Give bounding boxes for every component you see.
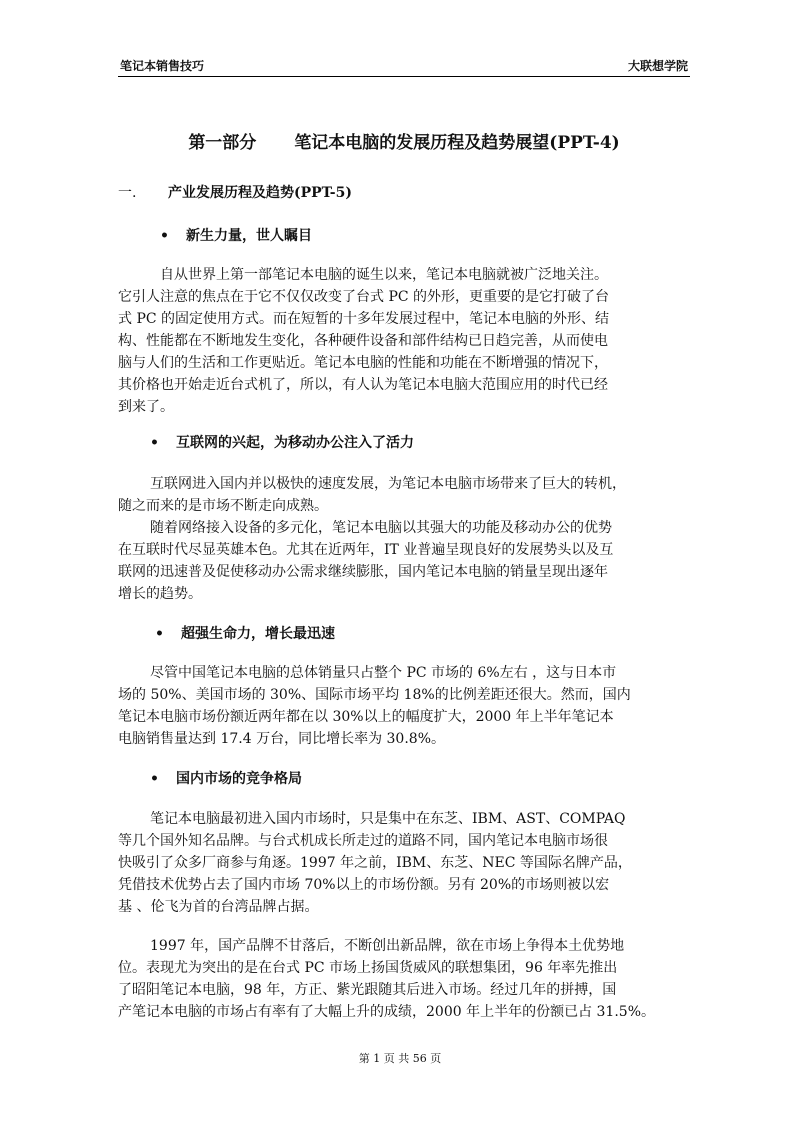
paragraph-line: 场的 50%、美国市场的 30%、国际市场平均 18%的比例差距还很大。然而，国内 <box>118 687 631 703</box>
paragraph-line: 其价格也开始走近台式机了，所以，有人认为笔记本电脑大范围应用的时代已经 <box>118 377 608 393</box>
bullet-icon: • <box>150 771 159 787</box>
section-heading <box>118 182 352 202</box>
paragraph-3 <box>118 517 690 605</box>
bullet-heading-text: 互联网的兴起，为移动办公注入了活力 <box>176 435 414 451</box>
paragraph-line: 到来了。 <box>118 399 174 415</box>
bullet-heading-text: 新生力量，世人瞩目 <box>186 228 312 244</box>
section-number: 一. <box>118 185 137 201</box>
paragraph-line: 增长的趋势。 <box>118 586 202 602</box>
paragraph-line: 尽管中国笔记本电脑的总体销量只占整个 PC 市场的 6%左右 ，这与日本市 <box>150 665 617 681</box>
paragraph-line: 电脑销售量达到 17.4 万台，同比增长率为 30.8%。 <box>118 731 445 747</box>
paragraph-line: 位。表现尤为突出的是在台式 PC 市场上扬国货威风的联想集团，96 年率先推出 <box>118 960 618 976</box>
paragraph-line: 自从世界上第一部笔记本电脑的诞生以来，笔记本电脑就被广泛地关注。 <box>160 267 608 283</box>
paragraph-line: 凭借技术优势占去了国内市场 70%以上的市场份额。另有 20%的市场则被以宏 <box>118 877 610 893</box>
paragraph-line: 联网的迅速普及促使移动办公需求继续膨胀，国内笔记本电脑的销量呈现出逐年 <box>118 564 608 580</box>
paragraph-line: 脑与人们的生活和工作更贴近。笔记本电脑的性能和功能在不断增强的情况下， <box>118 355 608 371</box>
bullet-icon: • <box>155 626 164 642</box>
paragraph-1 <box>118 264 690 418</box>
paragraph-line: 构、性能都在不断地发生变化，各种硬件设备和部件结构已日趋完善，从而使电 <box>118 333 608 349</box>
bullet-heading-text: 超强生命力，增长最迅速 <box>181 626 335 642</box>
chapter-title <box>118 128 690 153</box>
bullet-heading-text: 国内市场的竞争格局 <box>176 771 302 787</box>
paragraph-6 <box>118 935 690 1023</box>
paragraph-line: 随着网络接入设备的多元化，笔记本电脑以其强大的功能及移动办公的优势 <box>150 520 612 536</box>
paragraph-line: 在互联时代尽显英雄本色。尤其在近两年，IT 业普遍呈现良好的发展势头以及互 <box>118 542 614 558</box>
page-header <box>118 54 690 77</box>
paragraph-line: 式 PC 的固定使用方式。而在短暂的十多年发展过程中，笔记本电脑的外形、结 <box>118 311 610 327</box>
paragraph-line: 等几个国外知名品牌。与台式机成长所走过的道路不同，国内笔记本电脑市场很 <box>118 833 608 849</box>
paragraph-4 <box>118 662 690 750</box>
header-institution: 大联想学院 <box>627 59 688 73</box>
bullet-heading-2 <box>150 432 414 452</box>
chapter-title-text: 笔记本电脑的发展历程及趋势展望(PPT-4) <box>294 133 620 153</box>
section-title: 产业发展历程及趋势(PPT-5) <box>168 185 352 201</box>
paragraph-line: 互联网进入国内并以极快的速度发展，为笔记本电脑市场带来了巨大的转机， <box>150 476 626 492</box>
paragraph-line: 了昭阳笔记本电脑，98 年，方正、紫光跟随其后进入市场。经过几年的拼搏，国 <box>118 982 617 998</box>
bullet-heading-1 <box>160 225 312 245</box>
paragraph-line: 基 、伦飞为首的台湾品牌占据。 <box>118 899 319 915</box>
bullet-icon: • <box>160 228 169 244</box>
paragraph-line: 产笔记本电脑的市场占有率有了大幅上升的成绩，2000 年上半年的份额已占 31.5%。 <box>118 1004 656 1020</box>
paragraph-line: 1997 年，国产品牌不甘落后，不断创出新品牌，欲在市场上争得本土优势地 <box>150 938 625 954</box>
header-course-title: 笔记本销售技巧 <box>120 59 205 73</box>
bullet-heading-3 <box>155 623 335 643</box>
paragraph-2 <box>118 473 690 517</box>
bullet-heading-4 <box>150 768 302 788</box>
paragraph-5 <box>118 808 690 918</box>
paragraph-line: 它引人注意的焦点在于它不仅仅改变了台式 PC 的外形，更重要的是它打破了台 <box>118 289 610 305</box>
paragraph-line: 快吸引了众多厂商参与角逐。1997 年之前，IBM、东芝、NEC 等国际名牌产品， <box>118 855 632 871</box>
page-number-footer: 第 1 页 共 56 页 <box>358 1052 442 1065</box>
bullet-icon: • <box>150 435 159 451</box>
paragraph-line: 随之而来的是市场不断走向成熟。 <box>118 498 328 514</box>
chapter-part-label: 第一部分 <box>188 133 257 153</box>
paragraph-line: 笔记本电脑市场份额近两年都在以 30%以上的幅度扩大，2000 年上半年笔记本 <box>118 709 614 725</box>
paragraph-line: 笔记本电脑最初进入国内市场时，只是集中在东芝、IBM、AST、COMPAQ <box>150 811 626 827</box>
